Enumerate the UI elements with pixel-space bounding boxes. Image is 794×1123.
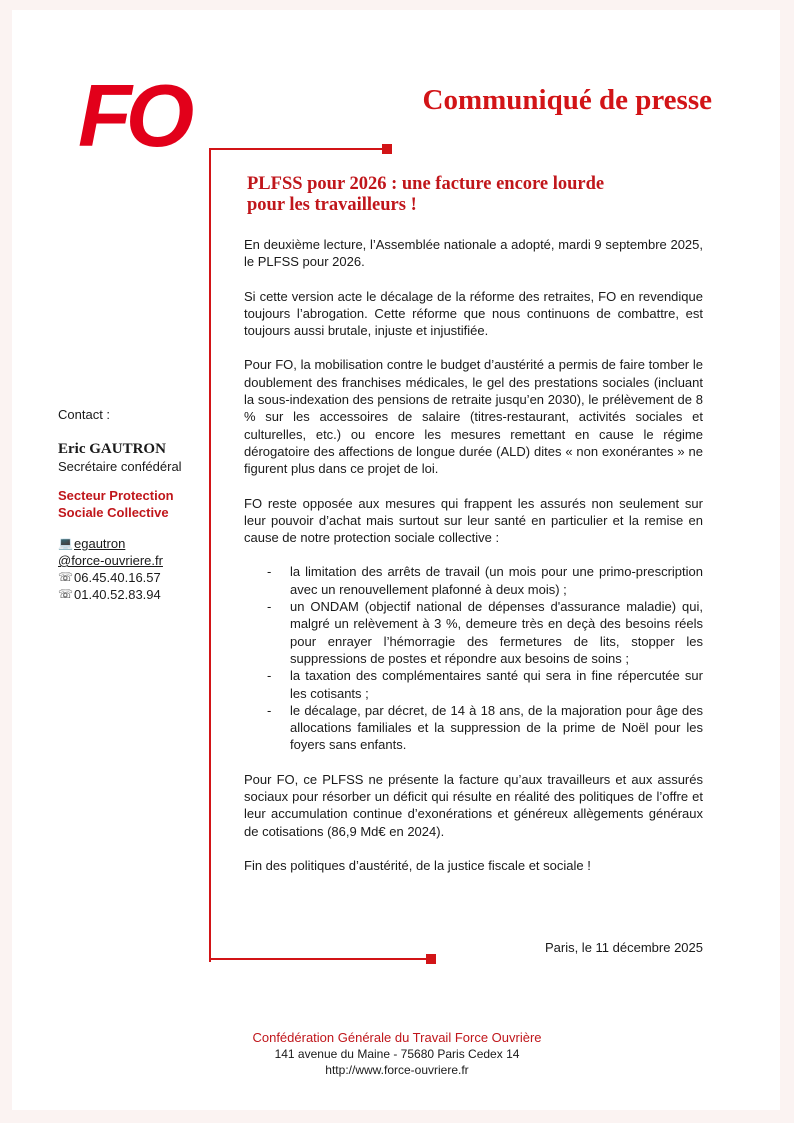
paragraph-3: Pour FO, la mobilisation contre le budget d’austérité a permis de faire tomber le doublement des franchises médicales, le gel des prestations sociales (incluant la sous-indexation des pensions de retraite jusqu’en 2030), le prélèvement de 8 % sur les accessoires de salaire (titres-restaurant, activités sociales et culturelles, etc.) ou encore les mesures remettant en cause le régime dérogatoire des affections de longue durée (ALD) dites « non exonérantes » ne figurent plus dans ce projet de loi. <box>244 357 703 477</box>
contact-role: Secrétaire confédéral <box>58 459 182 474</box>
list-item: - un ONDAM (objectif national de dépenses d'assurance maladie) qui, malgré un relèvement à 3 %, demeure très en deçà des besoins réels pour enrayer l’hémorragie des fermetures de lits, stopper les suppressions de postes et répondre aux besoins de soins ; <box>267 599 703 666</box>
footer-url[interactable]: http://www.force-ouvriere.fr <box>325 1063 469 1077</box>
paragraph-2: Si cette version acte le décalage de la réforme des retraites, FO en revendique toujours l’abrogation. Cette réforme que nous continuons de combattre, est toujours aussi brutale, injuste et injustifiée. <box>244 288 703 339</box>
article-title-line-1: PLFSS pour 2026 : une facture encore lourde <box>247 174 605 194</box>
bullet-dash: - <box>267 668 272 684</box>
bullet-dash: - <box>267 564 272 580</box>
phone-line-2 <box>58 586 208 603</box>
computer-icon: 💻 <box>58 536 73 550</box>
email-line-2[interactable] <box>58 552 208 569</box>
email-link-part1[interactable]: egautron <box>74 536 126 551</box>
signoff-date: Paris, le 11 décembre 2025 <box>544 940 703 955</box>
phone-number-2: 01.40.52.83.94 <box>74 587 161 602</box>
paragraph-1: En deuxième lecture, l’Assemblée nationale a adopté, mardi 9 septembre 2025, le PLFSS pour 2026. <box>244 237 703 270</box>
phone-line-1 <box>58 569 208 586</box>
footer-address: 141 avenue du Maine - 75680 Paris Cedex 14 <box>274 1047 520 1061</box>
bullet-dash: - <box>267 702 272 718</box>
phone-icon: ☏ <box>58 587 74 601</box>
email-link-part2[interactable]: @force-ouvriere.fr <box>58 553 163 568</box>
list-item: - la taxation des complémentaires santé qui sera in fine répercutée sur les cotisants ; <box>267 668 703 701</box>
phone-icon: ☏ <box>58 570 74 584</box>
decorative-frame-bottom <box>209 958 431 960</box>
fo-logo: FO <box>78 66 189 165</box>
list-item: - le décalage, par décret, de 14 à 18 ans, de la majoration pour âge des allocations familiales et la suppression de la prime de Noël pour les foyers sans enfants. <box>267 702 703 753</box>
article-title-line-2: pour les travailleurs ! <box>247 195 417 215</box>
page-title: Communiqué de presse <box>422 84 712 116</box>
measures-list <box>244 563 703 753</box>
contact-name: Eric GAUTRON <box>58 441 166 457</box>
list-item: - la limitation des arrêts de travail (un mois pour une primo-prescription avec un renouvellement plafonné à deux mois) ; <box>267 564 703 597</box>
paragraph-5: Pour FO, ce PLFSS ne présente la facture qu’aux travailleurs et aux assurés sociaux pour résorber un déficit qui résulte en réalité des politiques de l’offre et leur accumulation continue d’exonérations et généreux allègements généraux de cotisations (86,9 Md€ en 2024). <box>244 771 703 839</box>
email-line[interactable] <box>58 535 208 552</box>
bullet-dash: - <box>267 599 272 615</box>
footer <box>12 1030 782 1078</box>
sector-line-2: Sociale Collective <box>58 505 169 520</box>
article-title <box>247 174 703 216</box>
sector-line-1: Secteur Protection <box>58 488 174 503</box>
phone-number-1: 06.45.40.16.57 <box>74 570 161 585</box>
contact-sidebar <box>58 406 208 603</box>
contact-label: Contact : <box>58 407 111 422</box>
frame-square-top <box>382 144 392 154</box>
article-body <box>244 174 703 891</box>
footer-organization: Confédération Générale du Travail Force Ouvrière <box>252 1030 542 1045</box>
frame-square-bottom <box>426 954 436 964</box>
document-page <box>12 10 780 1110</box>
paragraph-6: Fin des politiques d’austérité, de la justice fiscale et sociale ! <box>244 857 591 873</box>
contact-sector <box>58 487 208 521</box>
paragraph-4: FO reste opposée aux mesures qui frappent les assurés non seulement sur leur pouvoir d’achat mais surtout sur leur santé en particulier et la remise en cause de notre protection sociale collective : <box>244 495 703 546</box>
